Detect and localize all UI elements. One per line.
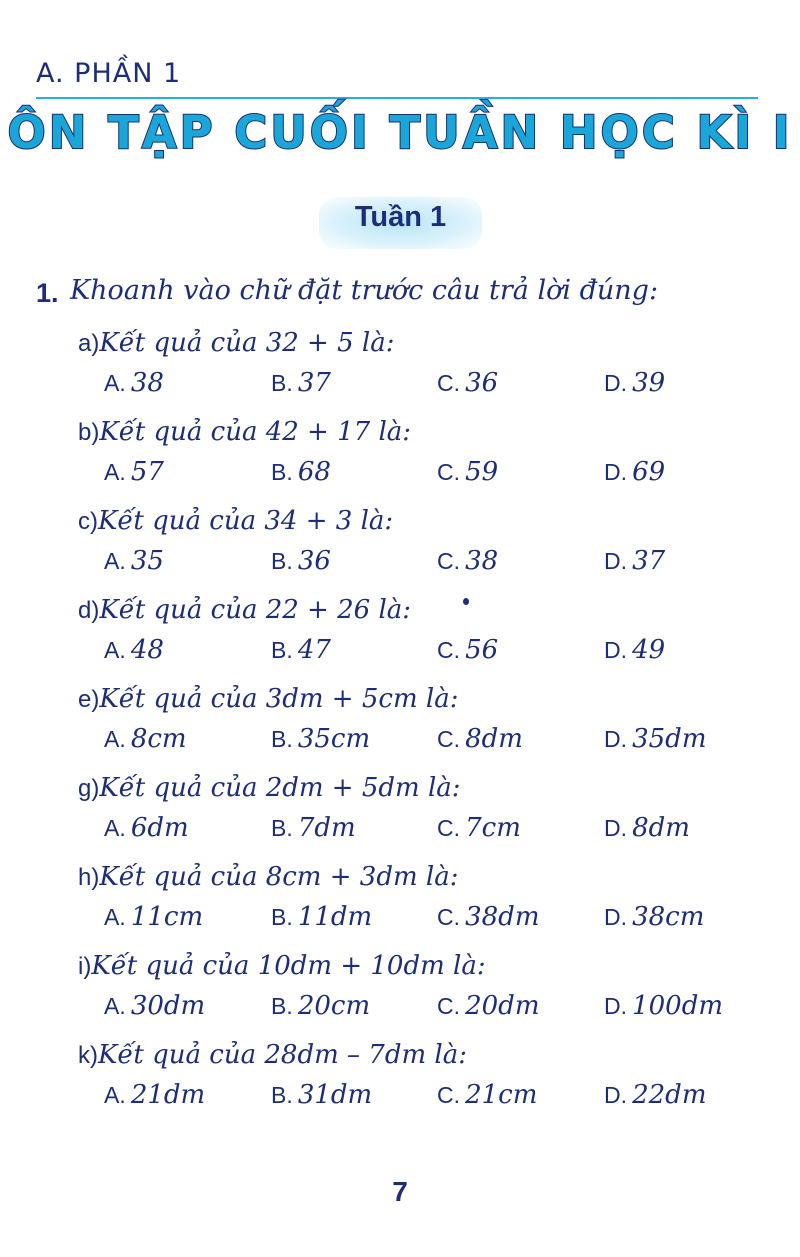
sub-question-stem: Kết quả của 32 + 5 là: — [99, 328, 395, 358]
sub-question-letter: d) — [78, 597, 100, 624]
answer-option-label: B. — [271, 459, 293, 485]
answer-option-value: 38dm — [465, 902, 540, 932]
sub-question — [78, 951, 486, 987]
sub-question-letter: k) — [78, 1042, 98, 1069]
sub-question — [78, 417, 411, 453]
answer-option[interactable] — [104, 457, 164, 493]
answer-option[interactable] — [104, 724, 187, 760]
answer-option-label: C. — [437, 1082, 460, 1108]
sub-question-stem: Kết quả của 22 + 26 là: — [99, 595, 412, 625]
answer-option-label: D. — [604, 370, 627, 396]
answer-option[interactable] — [604, 991, 723, 1027]
answer-option-value: 21dm — [130, 1080, 206, 1110]
ink-dot — [463, 598, 469, 605]
answer-option-value: 8dm — [632, 813, 690, 843]
sub-question-letter: a) — [78, 330, 100, 357]
sub-question — [78, 506, 393, 542]
answer-option-value: 49 — [632, 635, 666, 665]
answer-option[interactable] — [104, 991, 205, 1027]
answer-option-label: B. — [271, 904, 293, 930]
answer-option-label: A. — [104, 993, 126, 1019]
answer-option-value: 37 — [297, 368, 331, 398]
sub-question-stem: Kết quả của 28dm – 7dm là: — [98, 1040, 467, 1070]
answer-option[interactable] — [437, 1080, 537, 1116]
answer-option[interactable] — [271, 724, 370, 760]
answer-option-value: 31dm — [297, 1080, 373, 1110]
answer-option-value: 35dm — [632, 724, 707, 754]
answer-option-label: D. — [604, 904, 627, 930]
sub-question-letter: h) — [78, 864, 100, 891]
sub-question — [78, 1040, 467, 1076]
sub-question — [78, 328, 394, 364]
answer-option-value: 36 — [297, 546, 331, 576]
answer-option-value: 48 — [130, 635, 164, 665]
sub-question-letter: c) — [78, 508, 98, 535]
answer-option-label: C. — [437, 904, 460, 930]
sub-question-stem: Kết quả của 10dm + 10dm là: — [91, 951, 486, 981]
answer-option[interactable] — [604, 368, 665, 404]
answer-option-value: 21cm — [465, 1080, 538, 1110]
sub-question-letter: i) — [78, 953, 92, 980]
answer-option-label: D. — [604, 548, 627, 574]
answer-option-value: 11cm — [130, 902, 204, 932]
answer-option-value: 56 — [465, 635, 499, 665]
answer-option[interactable] — [437, 991, 539, 1027]
answer-option-label: C. — [437, 815, 460, 841]
answer-option-value: 38cm — [632, 902, 705, 932]
answer-option-label: B. — [271, 548, 293, 574]
answer-option-value: 7dm — [297, 813, 356, 843]
answer-option[interactable] — [437, 457, 498, 493]
sub-question — [78, 862, 458, 898]
answer-option[interactable] — [437, 902, 539, 938]
answer-option-value: 69 — [632, 457, 666, 487]
answer-option-value: 57 — [130, 457, 164, 487]
answer-option-value: 22dm — [632, 1080, 707, 1110]
answer-option-label: C. — [437, 548, 460, 574]
answer-option-label: D. — [604, 637, 627, 663]
answer-option-value: 36 — [465, 368, 499, 398]
answer-option[interactable] — [604, 724, 706, 760]
answer-option[interactable] — [271, 991, 370, 1027]
answer-option[interactable] — [271, 546, 331, 582]
week-heading: Tuần 1 — [354, 201, 447, 233]
answer-option-label: C. — [437, 459, 460, 485]
answer-option-value: 6dm — [130, 813, 189, 843]
answer-option-label: A. — [104, 1082, 126, 1108]
answer-option[interactable] — [104, 635, 164, 671]
answer-option-label: A. — [104, 370, 126, 396]
answer-option[interactable] — [604, 1080, 706, 1116]
sub-question-stem: Kết quả của 34 + 3 là: — [98, 506, 394, 536]
answer-option[interactable] — [271, 813, 356, 849]
answer-option-label: A. — [104, 548, 126, 574]
answer-option-label: B. — [271, 370, 293, 396]
answer-option-label: A. — [104, 904, 126, 930]
answer-option-label: A. — [104, 815, 126, 841]
answer-option-value: 39 — [632, 368, 666, 398]
sub-question — [78, 773, 461, 809]
answer-option-label: D. — [604, 459, 627, 485]
answer-option-label: A. — [104, 637, 126, 663]
answer-option-value: 20dm — [465, 991, 540, 1021]
question-instruction: Khoanh vào chữ đặt trước câu trả lời đúng: — [70, 275, 659, 306]
answer-option-value: 68 — [297, 457, 331, 487]
sub-question-stem: Kết quả của 8cm + 3dm là: — [99, 862, 459, 892]
answer-option-label: B. — [271, 637, 293, 663]
answer-option-value: 35 — [130, 546, 164, 576]
answer-option-label: C. — [437, 993, 460, 1019]
section-label: A. PHẦN 1 — [36, 58, 182, 89]
answer-option-value: 8cm — [130, 724, 187, 754]
answer-option[interactable] — [271, 1080, 372, 1116]
answer-option[interactable] — [437, 813, 521, 849]
answer-option[interactable] — [271, 457, 331, 493]
answer-option[interactable] — [604, 457, 665, 493]
answer-option-value: 30dm — [130, 991, 206, 1021]
answer-option-label: D. — [604, 726, 627, 752]
answer-option-value: 37 — [632, 546, 666, 576]
answer-option[interactable] — [104, 368, 164, 404]
answer-option-label: C. — [437, 726, 460, 752]
answer-option-value: 38 — [465, 546, 499, 576]
answer-option[interactable] — [604, 546, 665, 582]
answer-option[interactable] — [437, 635, 498, 671]
answer-option-value: 100dm — [632, 991, 724, 1021]
page-title: ÔN TẬP CUỐI TUẦN HỌC KÌ I — [7, 106, 793, 159]
answer-option-label: D. — [604, 993, 627, 1019]
answer-option[interactable] — [604, 902, 704, 938]
answer-option-value: 38 — [130, 368, 164, 398]
answer-option-label: B. — [271, 726, 293, 752]
question-number: 1. — [36, 278, 59, 308]
answer-option-value: 11dm — [297, 902, 373, 932]
sub-question-stem: Kết quả của 3dm + 5cm là: — [99, 684, 459, 714]
sub-question — [78, 684, 458, 720]
divider-rule — [36, 97, 758, 99]
sub-question-letter: g) — [78, 775, 100, 802]
answer-option[interactable] — [437, 724, 523, 760]
answer-option-value: 8dm — [465, 724, 523, 754]
answer-option[interactable] — [271, 902, 372, 938]
answer-option[interactable] — [604, 813, 690, 849]
sub-question-stem: Kết quả của 42 + 17 là: — [99, 417, 412, 447]
sub-question-stem: Kết quả của 2dm + 5dm là: — [99, 773, 461, 803]
answer-option-label: C. — [437, 370, 460, 396]
sub-question-letter: e) — [78, 686, 100, 713]
answer-option-value: 20cm — [297, 991, 371, 1021]
page-number: 7 — [392, 1176, 408, 1207]
answer-option-label: A. — [104, 459, 126, 485]
answer-option[interactable] — [437, 546, 498, 582]
answer-option-label: D. — [604, 1082, 627, 1108]
answer-option-value: 35cm — [297, 724, 371, 754]
answer-option[interactable] — [104, 1080, 205, 1116]
answer-option-label: B. — [271, 1082, 293, 1108]
answer-option[interactable] — [437, 368, 498, 404]
answer-option-label: A. — [104, 726, 126, 752]
answer-option[interactable] — [104, 813, 189, 849]
answer-option-label: C. — [437, 637, 460, 663]
answer-option-label: D. — [604, 815, 627, 841]
answer-option[interactable] — [104, 902, 203, 938]
answer-option[interactable] — [604, 635, 665, 671]
answer-option-value: 47 — [297, 635, 331, 665]
sub-question — [78, 595, 411, 631]
sub-question-letter: b) — [78, 419, 100, 446]
answer-option-value: 59 — [465, 457, 499, 487]
answer-option-label: B. — [271, 815, 293, 841]
answer-option[interactable] — [271, 635, 331, 671]
answer-option[interactable] — [271, 368, 331, 404]
answer-option-value: 7cm — [465, 813, 521, 843]
answer-option-label: B. — [271, 993, 293, 1019]
answer-option[interactable] — [104, 546, 164, 582]
